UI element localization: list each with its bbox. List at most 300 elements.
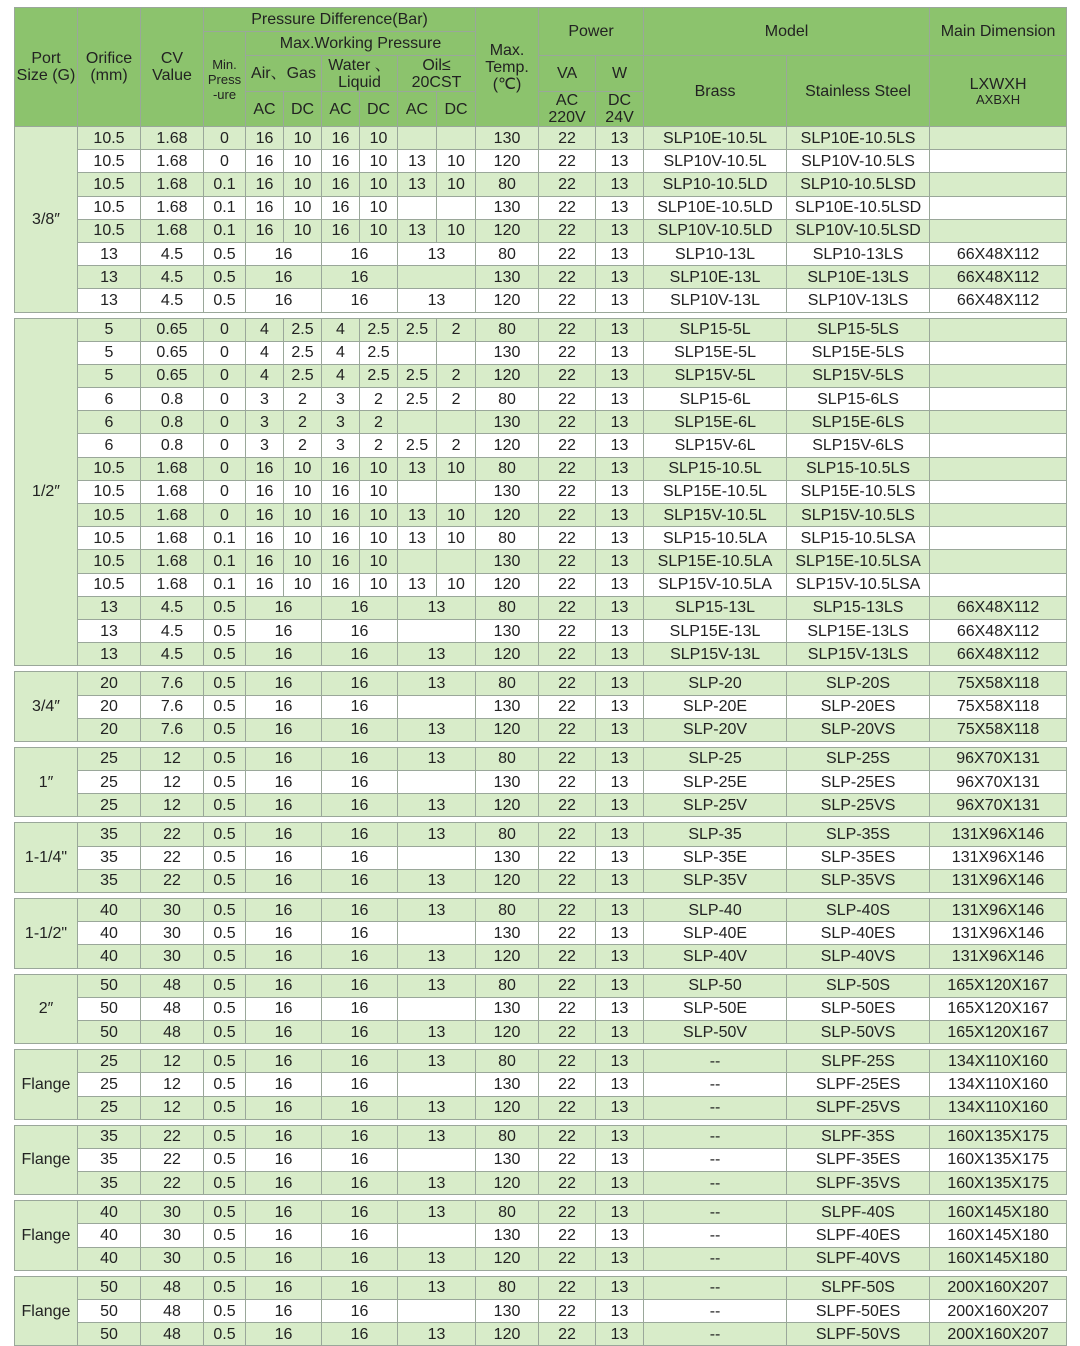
min-press-cell: 0.5: [204, 846, 246, 869]
air-ac-cell: 16: [246, 289, 322, 312]
oil-ac-cell: [398, 1300, 476, 1323]
brass-model-cell: SLP10-10.5LD: [644, 173, 787, 196]
air-ac-cell: 16: [246, 1050, 322, 1073]
stainless-model-cell: SLP15V-10.5LS: [787, 504, 930, 527]
dimension-cell: [930, 150, 1067, 173]
oil-ac-cell: 13: [398, 974, 476, 997]
port-size-header: Port Size (G): [15, 8, 78, 127]
stainless-model-cell: SLP15V-5LS: [787, 364, 930, 387]
brass-model-cell: SLP15E-10.5LA: [644, 550, 787, 573]
water-ac-header: AC: [322, 92, 360, 127]
w-cell: 13: [596, 150, 644, 173]
port-size-cell: 1-1/4": [15, 823, 78, 893]
dimension-cell: 165X120X167: [930, 974, 1067, 997]
max-temp-cell: 80: [476, 747, 539, 770]
air-ac-cell: 4: [246, 341, 284, 364]
dimension-cell: 75X58X118: [930, 718, 1067, 741]
cv-cell: 0.8: [141, 411, 204, 434]
brass-model-cell: SLP-25V: [644, 794, 787, 817]
min-press-cell: 0.5: [204, 771, 246, 794]
brass-model-cell: --: [644, 1148, 787, 1171]
dimension-cell: 134X110X160: [930, 1096, 1067, 1119]
va-cell: 22: [539, 242, 596, 265]
water-ac-cell: 16: [322, 899, 398, 922]
w-cell: 13: [596, 434, 644, 457]
air-ac-cell: 16: [246, 527, 284, 550]
water-ac-cell: 16: [322, 1125, 398, 1148]
air-dc-cell: 10: [284, 550, 322, 573]
water-dc-cell: 10: [360, 219, 398, 242]
table-row: [15, 1148, 1067, 1171]
min-press-cell: 0.5: [204, 643, 246, 666]
stainless-model-cell: SLPF-25VS: [787, 1096, 930, 1119]
oil-ac-cell: [398, 480, 437, 503]
lxwxh-label: LXWXH: [969, 75, 1027, 93]
min-press-cell: 0.5: [204, 1050, 246, 1073]
brass-model-cell: SLP10-13L: [644, 242, 787, 265]
w-cell: 13: [596, 457, 644, 480]
max-temp-cell: 80: [476, 173, 539, 196]
table-row: [15, 173, 1067, 196]
oil-dc-cell: 10: [437, 150, 476, 173]
dimension-cell: [930, 127, 1067, 150]
axbxh-label: AXBXH: [976, 91, 1021, 107]
water-ac-cell: 16: [322, 457, 360, 480]
va-cell: 22: [539, 150, 596, 173]
ac-220v-header: AC 220V: [539, 92, 596, 127]
w-cell: 13: [596, 242, 644, 265]
air-dc-cell: 2: [284, 411, 322, 434]
water-ac-cell: 4: [322, 364, 360, 387]
water-ac-cell: 3: [322, 388, 360, 411]
dimension-cell: [930, 434, 1067, 457]
stainless-model-cell: SLP15V-6LS: [787, 434, 930, 457]
va-cell: 22: [539, 411, 596, 434]
table-row: [15, 1125, 1067, 1148]
air-ac-cell: 16: [246, 1323, 322, 1346]
oil-dc-cell: [437, 341, 476, 364]
va-cell: 22: [539, 1172, 596, 1195]
brass-model-cell: SLP15E-10.5L: [644, 480, 787, 503]
cv-cell: 0.65: [141, 364, 204, 387]
air-ac-cell: 16: [246, 573, 284, 596]
brass-model-cell: SLP10V-10.5LD: [644, 219, 787, 242]
cv-cell: 4.5: [141, 643, 204, 666]
brass-model-cell: SLP-35V: [644, 869, 787, 892]
water-ac-cell: 16: [322, 173, 360, 196]
oil-ac-cell: [398, 266, 476, 289]
orifice-cell: 10.5: [78, 573, 141, 596]
w-cell: 13: [596, 219, 644, 242]
model-header: Model: [644, 8, 930, 56]
cv-cell: 1.68: [141, 550, 204, 573]
stainless-model-cell: SLP-40VS: [787, 945, 930, 968]
orifice-cell: 10.5: [78, 219, 141, 242]
air-dc-cell: 2: [284, 434, 322, 457]
water-ac-cell: 4: [322, 318, 360, 341]
max-temp-cell: 130: [476, 771, 539, 794]
va-cell: 22: [539, 1096, 596, 1119]
w-cell: 13: [596, 480, 644, 503]
orifice-cell: 40: [78, 945, 141, 968]
w-cell: 13: [596, 823, 644, 846]
dimension-cell: [930, 504, 1067, 527]
table-row: [15, 1224, 1067, 1247]
stainless-model-cell: SLP15V-13LS: [787, 643, 930, 666]
orifice-cell: 20: [78, 695, 141, 718]
water-ac-cell: 16: [322, 1073, 398, 1096]
table-row: [15, 899, 1067, 922]
max-temp-header: Max. Temp. (℃): [476, 8, 539, 127]
cv-cell: 1.68: [141, 457, 204, 480]
oil-ac-cell: 13: [398, 945, 476, 968]
brass-model-cell: SLP-40: [644, 899, 787, 922]
brass-model-cell: SLP-20: [644, 672, 787, 695]
brass-model-cell: --: [644, 1050, 787, 1073]
air-dc-cell: 10: [284, 527, 322, 550]
max-temp-cell: 120: [476, 1020, 539, 1043]
stainless-model-cell: SLP-35ES: [787, 846, 930, 869]
table-row: [15, 1276, 1067, 1299]
orifice-cell: 50: [78, 974, 141, 997]
orifice-cell: 20: [78, 718, 141, 741]
stainless-model-cell: SLP15E-5LS: [787, 341, 930, 364]
air-ac-cell: 16: [246, 794, 322, 817]
oil-ac-cell: [398, 1148, 476, 1171]
stainless-model-cell: SLP10E-13LS: [787, 266, 930, 289]
va-cell: 22: [539, 196, 596, 219]
w-cell: 13: [596, 846, 644, 869]
w-cell: 13: [596, 1201, 644, 1224]
brass-model-cell: --: [644, 1247, 787, 1270]
table-row: [15, 127, 1067, 150]
oil-ac-cell: [398, 771, 476, 794]
orifice-cell: 35: [78, 869, 141, 892]
dimension-cell: 131X96X146: [930, 846, 1067, 869]
water-ac-cell: 16: [322, 823, 398, 846]
orifice-cell: 25: [78, 1050, 141, 1073]
oil-dc-cell: [437, 127, 476, 150]
va-cell: 22: [539, 1300, 596, 1323]
orifice-cell: 6: [78, 411, 141, 434]
max-temp-cell: 130: [476, 266, 539, 289]
w-cell: 13: [596, 1276, 644, 1299]
va-cell: 22: [539, 695, 596, 718]
air-ac-cell: 16: [246, 823, 322, 846]
w-cell: 13: [596, 527, 644, 550]
air-ac-cell: 16: [246, 643, 322, 666]
orifice-cell: 13: [78, 619, 141, 642]
brass-model-cell: SLP-20V: [644, 718, 787, 741]
dimension-cell: 96X70X131: [930, 747, 1067, 770]
air-ac-cell: 16: [246, 150, 284, 173]
w-cell: 13: [596, 899, 644, 922]
brass-model-cell: SLP15-13L: [644, 596, 787, 619]
stainless-model-cell: SLP-20ES: [787, 695, 930, 718]
cv-cell: 1.68: [141, 127, 204, 150]
min-press-cell: 0: [204, 388, 246, 411]
max-temp-cell: 80: [476, 1201, 539, 1224]
orifice-cell: 6: [78, 388, 141, 411]
cv-cell: 22: [141, 1172, 204, 1195]
table-row: [15, 869, 1067, 892]
brass-model-cell: --: [644, 1172, 787, 1195]
water-ac-cell: 3: [322, 411, 360, 434]
brass-model-cell: SLP15E-6L: [644, 411, 787, 434]
orifice-cell: 35: [78, 1148, 141, 1171]
orifice-cell: 25: [78, 747, 141, 770]
air-ac-cell: 16: [246, 974, 322, 997]
air-ac-cell: 16: [246, 899, 322, 922]
brass-model-cell: --: [644, 1096, 787, 1119]
va-cell: 22: [539, 573, 596, 596]
brass-model-cell: --: [644, 1125, 787, 1148]
dimension-cell: 134X110X160: [930, 1073, 1067, 1096]
oil-ac-cell: 13: [398, 1020, 476, 1043]
brass-model-cell: SLP-50: [644, 974, 787, 997]
oil-ac-cell: 13: [398, 173, 437, 196]
stainless-model-cell: SLP-20S: [787, 672, 930, 695]
max-temp-cell: 80: [476, 457, 539, 480]
stainless-model-cell: SLPF-35S: [787, 1125, 930, 1148]
cv-value-header: CV Value: [141, 8, 204, 127]
water-ac-cell: 16: [322, 1300, 398, 1323]
cv-cell: 30: [141, 1247, 204, 1270]
va-cell: 22: [539, 596, 596, 619]
cv-cell: 1.68: [141, 219, 204, 242]
oil-ac-cell: 13: [398, 1050, 476, 1073]
max-temp-cell: 120: [476, 1247, 539, 1270]
cv-cell: 4.5: [141, 596, 204, 619]
w-cell: 13: [596, 341, 644, 364]
orifice-cell: 50: [78, 1020, 141, 1043]
oil-ac-cell: 13: [398, 596, 476, 619]
air-ac-cell: 3: [246, 388, 284, 411]
water-ac-cell: 16: [322, 1247, 398, 1270]
w-cell: 13: [596, 173, 644, 196]
max-temp-cell: 120: [476, 573, 539, 596]
air-dc-cell: 10: [284, 127, 322, 150]
orifice-cell: 50: [78, 1300, 141, 1323]
oil-ac-cell: 13: [398, 219, 437, 242]
cv-cell: 4.5: [141, 266, 204, 289]
max-temp-cell: 130: [476, 1148, 539, 1171]
dimension-cell: [930, 341, 1067, 364]
max-temp-cell: 80: [476, 823, 539, 846]
table-row: [15, 504, 1067, 527]
orifice-cell: 10.5: [78, 150, 141, 173]
max-temp-cell: 80: [476, 388, 539, 411]
min-press-cell: 0: [204, 127, 246, 150]
dimension-cell: 131X96X146: [930, 945, 1067, 968]
stainless-model-cell: SLP10V-10.5LS: [787, 150, 930, 173]
dimension-cell: 66X48X112: [930, 266, 1067, 289]
cv-cell: 7.6: [141, 718, 204, 741]
cv-cell: 22: [141, 1148, 204, 1171]
oil-dc-cell: 2: [437, 434, 476, 457]
stainless-model-cell: SLP10V-10.5LSD: [787, 219, 930, 242]
air-ac-cell: 16: [246, 504, 284, 527]
brass-model-cell: SLP10E-13L: [644, 266, 787, 289]
min-press-cell: 0.5: [204, 695, 246, 718]
min-press-cell: 0.5: [204, 1125, 246, 1148]
table-row: [15, 1020, 1067, 1043]
min-press-cell: 0.1: [204, 573, 246, 596]
cv-cell: 12: [141, 1050, 204, 1073]
table-row: [15, 823, 1067, 846]
va-cell: 22: [539, 1020, 596, 1043]
w-cell: 13: [596, 196, 644, 219]
dimension-cell: [930, 219, 1067, 242]
orifice-cell: 25: [78, 771, 141, 794]
pressure-difference-header: Pressure Difference(Bar): [204, 8, 476, 32]
stainless-model-cell: SLP-50S: [787, 974, 930, 997]
cv-cell: 1.68: [141, 480, 204, 503]
cv-cell: 22: [141, 869, 204, 892]
water-ac-cell: 16: [322, 1050, 398, 1073]
min-press-cell: 0: [204, 150, 246, 173]
water-liquid-header: Water 、Liquid: [322, 56, 398, 92]
water-ac-cell: 16: [322, 1096, 398, 1119]
max-temp-cell: 120: [476, 718, 539, 741]
water-ac-cell: 16: [322, 150, 360, 173]
oil-ac-cell: 13: [398, 527, 437, 550]
oil-dc-cell: 10: [437, 173, 476, 196]
oil-dc-cell: [437, 550, 476, 573]
dimension-cell: 131X96X146: [930, 899, 1067, 922]
water-ac-cell: 16: [322, 1323, 398, 1346]
min-press-cell: 0.5: [204, 242, 246, 265]
air-ac-cell: 16: [246, 480, 284, 503]
min-press-cell: 0.5: [204, 974, 246, 997]
w-cell: 13: [596, 411, 644, 434]
min-press-cell: 0.5: [204, 747, 246, 770]
air-ac-cell: 4: [246, 364, 284, 387]
port-size-cell: 1″: [15, 747, 78, 817]
air-ac-cell: 16: [246, 550, 284, 573]
w-cell: 13: [596, 997, 644, 1020]
va-cell: 22: [539, 318, 596, 341]
w-cell: 13: [596, 127, 644, 150]
brass-model-cell: SLP15-5L: [644, 318, 787, 341]
oil-dc-cell: 10: [437, 219, 476, 242]
brass-model-cell: SLP10E-10.5L: [644, 127, 787, 150]
dimension-cell: [930, 550, 1067, 573]
cv-cell: 22: [141, 823, 204, 846]
va-cell: 22: [539, 289, 596, 312]
brass-model-cell: SLP-40E: [644, 922, 787, 945]
table-row: [15, 573, 1067, 596]
max-temp-cell: 130: [476, 411, 539, 434]
table-row: [15, 1323, 1067, 1346]
max-temp-cell: 120: [476, 643, 539, 666]
oil-ac-header: AC: [398, 92, 437, 127]
port-size-cell: 1/2″: [15, 318, 78, 666]
dimension-cell: [930, 527, 1067, 550]
brass-model-cell: SLP15V-10.5LA: [644, 573, 787, 596]
va-cell: 22: [539, 266, 596, 289]
min-press-cell: 0.5: [204, 266, 246, 289]
cv-cell: 1.68: [141, 573, 204, 596]
table-row: [15, 219, 1067, 242]
brass-model-cell: SLP10V-10.5L: [644, 150, 787, 173]
va-cell: 22: [539, 899, 596, 922]
dimension-cell: 160X145X180: [930, 1201, 1067, 1224]
stainless-model-cell: SLPF-35ES: [787, 1148, 930, 1171]
min-press-cell: 0: [204, 411, 246, 434]
w-cell: 13: [596, 550, 644, 573]
brass-model-cell: SLP15V-6L: [644, 434, 787, 457]
brass-model-cell: --: [644, 1323, 787, 1346]
water-dc-cell: 10: [360, 457, 398, 480]
dimension-cell: [930, 173, 1067, 196]
min-press-cell: 0.5: [204, 945, 246, 968]
stainless-model-cell: SLP-35S: [787, 823, 930, 846]
water-dc-cell: 2.5: [360, 364, 398, 387]
max-temp-cell: 80: [476, 318, 539, 341]
cv-cell: 48: [141, 997, 204, 1020]
water-dc-cell: 10: [360, 150, 398, 173]
oil-ac-cell: 2.5: [398, 364, 437, 387]
stainless-model-cell: SLP15-10.5LSA: [787, 527, 930, 550]
oil-ac-cell: 13: [398, 1125, 476, 1148]
min-press-cell: 0.1: [204, 173, 246, 196]
va-cell: 22: [539, 1050, 596, 1073]
min-press-cell: 0: [204, 504, 246, 527]
va-cell: 22: [539, 219, 596, 242]
air-ac-cell: 3: [246, 411, 284, 434]
table-row: [15, 150, 1067, 173]
cv-cell: 4.5: [141, 619, 204, 642]
table-row: [15, 695, 1067, 718]
va-cell: 22: [539, 1323, 596, 1346]
cv-cell: 1.68: [141, 150, 204, 173]
w-cell: 13: [596, 718, 644, 741]
cv-cell: 7.6: [141, 695, 204, 718]
max-temp-cell: 130: [476, 619, 539, 642]
water-dc-cell: 2.5: [360, 318, 398, 341]
water-ac-cell: 16: [322, 242, 398, 265]
w-cell: 13: [596, 1125, 644, 1148]
oil-dc-cell: [437, 411, 476, 434]
w-cell: 13: [596, 1020, 644, 1043]
min-press-cell: 0: [204, 480, 246, 503]
orifice-cell: 40: [78, 922, 141, 945]
max-temp-cell: 130: [476, 997, 539, 1020]
table-row: [15, 266, 1067, 289]
va-cell: 22: [539, 173, 596, 196]
table-row: [15, 1096, 1067, 1119]
stainless-model-cell: SLPF-25S: [787, 1050, 930, 1073]
min-press-cell: 0.1: [204, 527, 246, 550]
stainless-model-cell: SLP-25S: [787, 747, 930, 770]
table-row: [15, 289, 1067, 312]
cv-cell: 30: [141, 1224, 204, 1247]
orifice-cell: 50: [78, 1323, 141, 1346]
stainless-model-cell: SLP-50ES: [787, 997, 930, 1020]
cv-cell: 0.65: [141, 341, 204, 364]
oil-dc-cell: 10: [437, 504, 476, 527]
min-press-cell: 0.5: [204, 1073, 246, 1096]
air-ac-cell: 16: [246, 127, 284, 150]
air-ac-cell: 16: [246, 846, 322, 869]
min-press-cell: 0.5: [204, 1020, 246, 1043]
oil-ac-cell: [398, 341, 437, 364]
w-cell: 13: [596, 504, 644, 527]
cv-cell: 48: [141, 974, 204, 997]
cv-cell: 12: [141, 794, 204, 817]
water-ac-cell: 16: [322, 573, 360, 596]
